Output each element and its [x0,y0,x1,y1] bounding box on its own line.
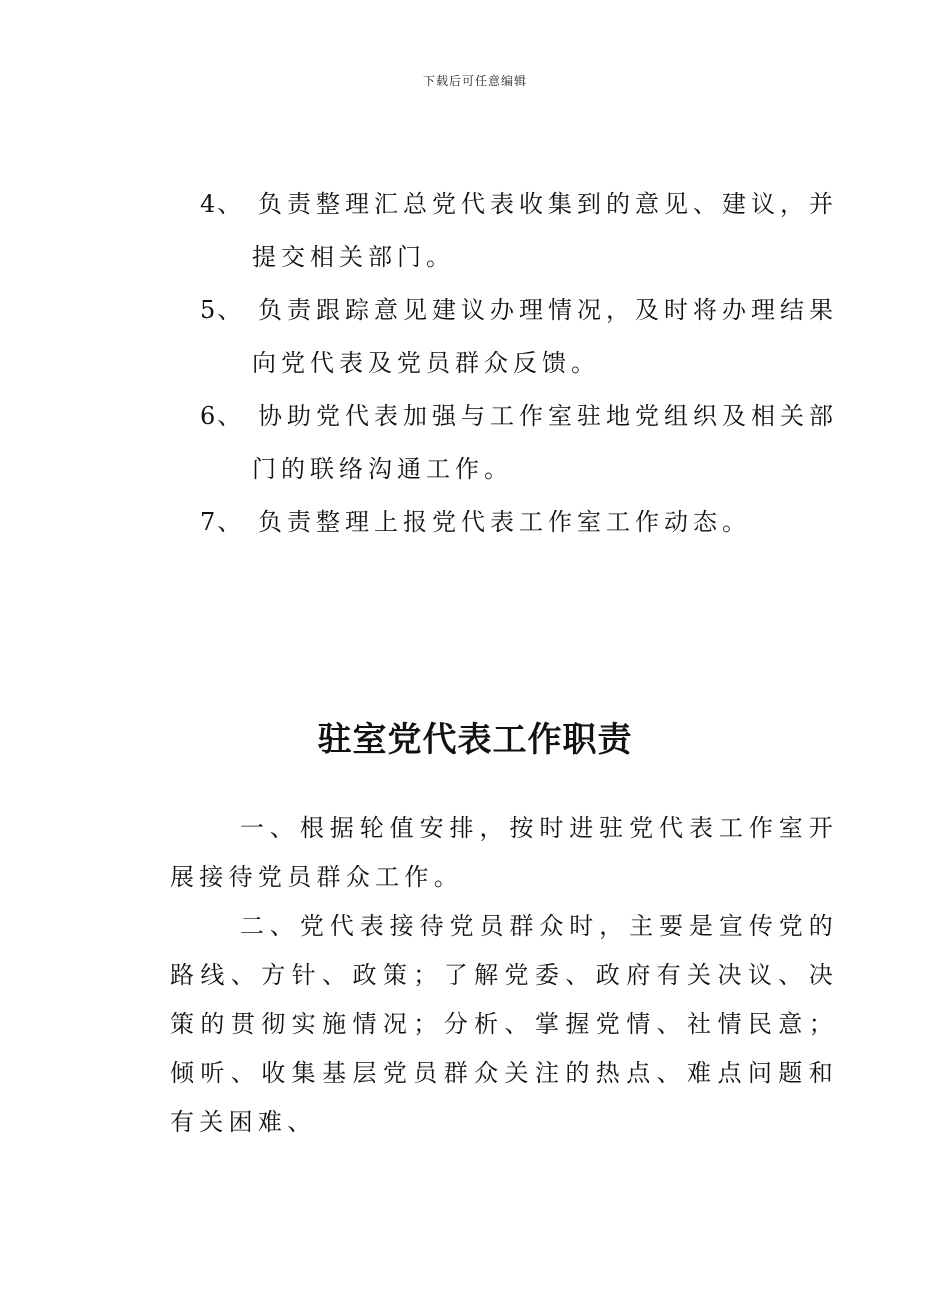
list-item-text: 负责整理汇总党代表收集到的意见、建议，并提交相关部门。 [252,190,838,271]
list-item [0,284,950,390]
list-item-number: 5、 [200,296,244,324]
list-item-number: 7、 [200,508,244,536]
section-body [170,804,838,1147]
header-note: 下载后可任意编辑 [422,74,527,88]
list-item [0,178,950,284]
list-item [0,496,950,549]
paragraph: 二、党代表接待党员群众时，主要是宣传党的路线、方针、政策；了解党委、政府有关决议、决策的贯彻实施情况；分析、掌握党情、社情民意；倾听、收集基层党员群众关注的热点、难点问题和有关困难、 [170,912,838,1136]
list-item-text: 协助党代表加强与工作室驻地党组织及相关部门的联络沟通工作。 [252,402,838,483]
list-item-number: 6、 [200,402,244,430]
list-item-number: 4、 [200,190,244,218]
paragraph: 一、根据轮值安排，按时进驻党代表工作室开展接待党员群众工作。 [170,814,838,891]
list-item-text: 负责整理上报党代表工作室工作动态。 [258,508,751,536]
section-title: 驻室党代表工作职责 [317,720,633,760]
list-item [0,390,950,496]
duty-list [0,178,950,549]
list-item-text: 负责跟踪意见建议办理情况，及时将办理结果向党代表及党员群众反馈。 [252,296,838,377]
